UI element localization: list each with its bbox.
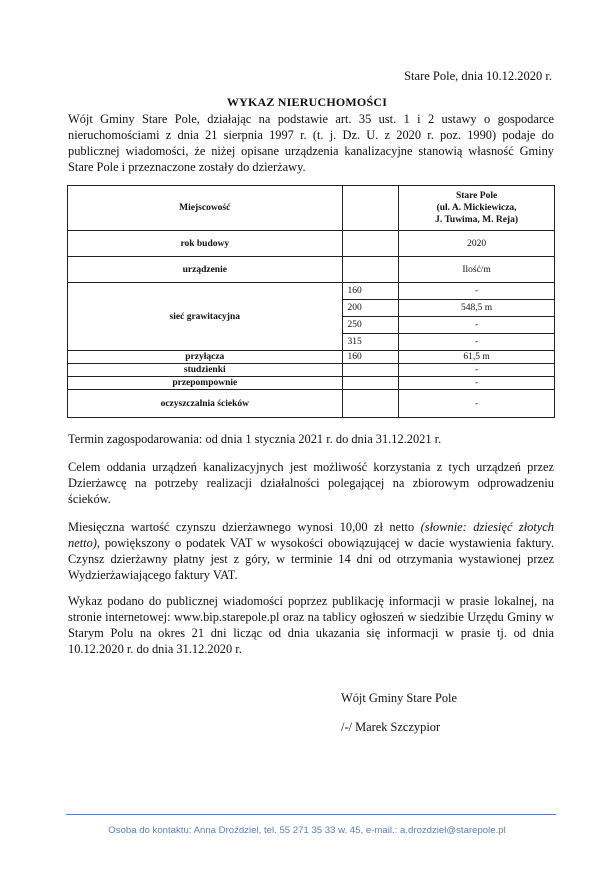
device-label-cell: urządzenie [68, 257, 343, 283]
publication-paragraph: Wykaz podano do publicznej wiadomości poprzez publikację informacji w prasie lokalnej, na stronie internetowej: www.bip.starepole.pl oraz na tablicy ogłoszeń w siedzibie Urzędu Gminy w Starym Polu na okres 21 dni licząc od dnia ukazania się informacji w prasie tj. od dnia 10.12.2020 r. do dnia 31.12.2020 r. [68, 594, 554, 656]
location-line: J. Tuwima, M. Reja) [435, 215, 518, 225]
purpose-paragraph: Celem oddania urządzeń kanalizacyjnych jest możliwość korzystania z tych urządzeń przez Dzierżawcę na potrzeby realizacji działalności polegającej na zbiorowym odprowadzeniu ścieków. [68, 460, 554, 506]
diameter-cell: 200 [342, 300, 399, 317]
device-value-cell: Ilość/m [399, 257, 555, 283]
empty-cell [342, 390, 399, 418]
empty-cell [342, 364, 399, 377]
table-row [68, 186, 555, 231]
wells-label-cell: studzienki [68, 364, 343, 377]
location-header-cell: Miejscowość [68, 186, 343, 231]
connections-label-cell: przyłącza [68, 351, 343, 364]
table-row [68, 377, 555, 390]
diameter-cell: 160 [342, 283, 399, 300]
table-row [68, 257, 555, 283]
property-table [67, 185, 555, 418]
footer-divider [66, 814, 556, 815]
rent-paragraph [68, 519, 554, 583]
empty-cell [342, 377, 399, 390]
table-row [68, 351, 555, 364]
table-row [68, 283, 555, 300]
empty-cell [342, 257, 399, 283]
term-paragraph: Termin zagospodarowania: od dnia 1 stycznia 2021 r. do dnia 31.12.2021 r. [68, 432, 442, 446]
year-label-cell: rok budowy [68, 231, 343, 257]
quantity-cell: - [399, 377, 555, 390]
intro-paragraph: Wójt Gminy Stare Pole, działając na podstawie art. 35 ust. 1 i 2 ustawy o gospodarce nieruchomościami z dnia 21 sierpnia 1997 r. (t. j. Dz. U. z 2020 r. poz. 1990) podaje do publicznej wiadomości, że niżej opisane urządzenia kanalizacyjne stanowią własność Gminy Stare Pole i przeznaczone zostały do dzierżawy. [68, 112, 554, 174]
quantity-cell: - [399, 364, 555, 377]
location-value-cell [399, 186, 555, 231]
year-value-cell: 2020 [399, 231, 555, 257]
diameter-cell: 160 [342, 351, 399, 364]
table-row [68, 231, 555, 257]
quantity-cell: - [399, 334, 555, 351]
rent-text: powiększony o podatek VAT w wysokości obowiązującej w dacie wystawienia faktury. Czynsz dzierżawny płatny jest z góry, w terminie 14 dni od otrzymania wystawionej przez Wydzierżawiającego faktury VAT. [68, 536, 554, 582]
plant-label-cell: oczyszczalnia ścieków [68, 390, 343, 418]
diameter-cell: 250 [342, 317, 399, 334]
rent-words-text: (słownie: dziesięć złotych netto), [68, 520, 554, 550]
quantity-cell: 548,5 m [399, 300, 555, 317]
document-date: Stare Pole, dnia 10.12.2020 r. [404, 69, 552, 83]
gravity-label-cell: sieć grawitacyjna [68, 283, 343, 351]
empty-cell [342, 231, 399, 257]
footer-contact: Osoba do kontaktu: Anna Droździel, tel. 55 271 35 33 w. 45, e-mail.: a.drozdziel@starepole.pl [108, 825, 506, 836]
table-row [68, 390, 555, 418]
signature-name: /-/ Marek Szczypior [341, 720, 441, 734]
quantity-cell: - [399, 390, 555, 418]
empty-cell [342, 186, 399, 231]
location-line: (ul. A. Mickiewicza, [436, 203, 517, 213]
location-line: Stare Pole [455, 191, 498, 201]
diameter-cell: 315 [342, 334, 399, 351]
quantity-cell: - [399, 317, 555, 334]
rent-text: Miesięczna wartość czynszu dzierżawnego wynosi 10,00 zł netto [68, 520, 421, 534]
pumps-label-cell: przepompownie [68, 377, 343, 390]
signature-office: Wójt Gminy Stare Pole [341, 691, 457, 705]
quantity-cell: - [399, 283, 555, 300]
document-title: WYKAZ NIERUCHOMOŚCI [226, 95, 388, 109]
quantity-cell: 61,5 m [399, 351, 555, 364]
table-row [68, 364, 555, 377]
